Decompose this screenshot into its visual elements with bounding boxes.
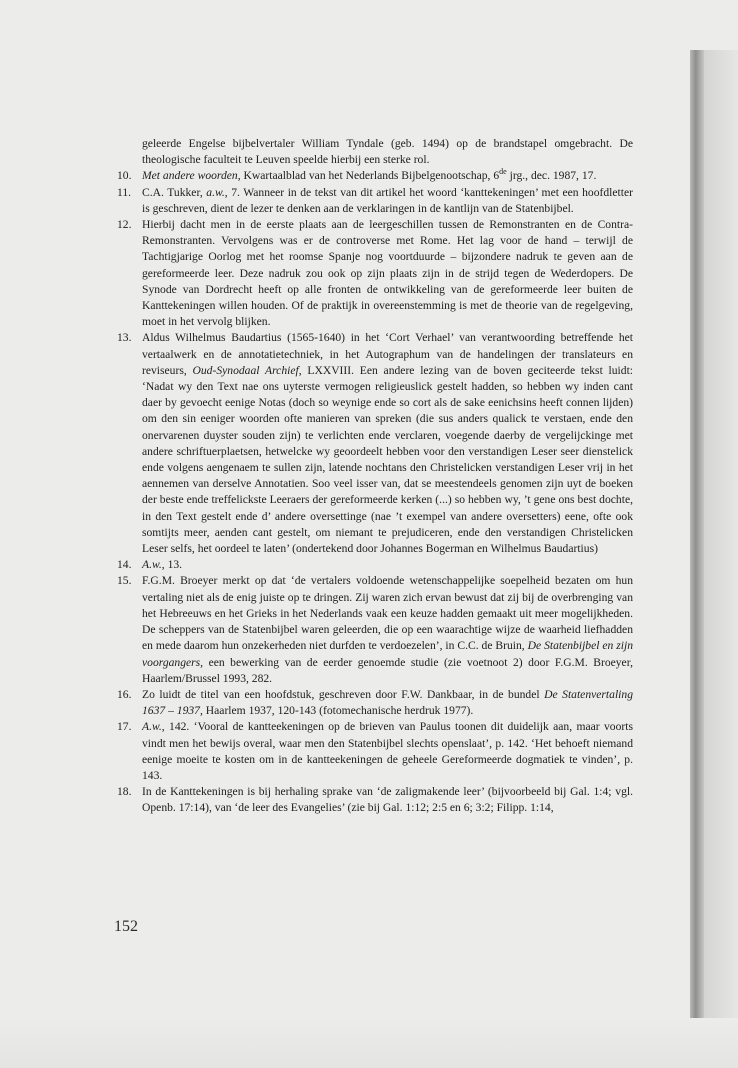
footnote-14: 14. A.w., 13. bbox=[117, 558, 183, 572]
footnote-10: 10. Met andere woorden, Kwartaalblad van het Nederlands Bijbelgenootschap, 6de jrg., dec. 1987, 17. bbox=[117, 167, 597, 183]
page-number: 152 bbox=[114, 918, 138, 935]
footnotes-list bbox=[117, 136, 633, 817]
footnote-13: 13. Aldus Wilhelmus Baudartius (1565-1640) in het ‘Cort Verhael’ van verantwoording betreffende het vertaalwerk en de annotatietechniek, in het Autographum van de handelingen der translateurs en reviseurs, Oud-Synodaal Archief, LXXVIII. Een andere lezing van de boven geciteerde tekst luidt: ‘Nadat wy den Text nae ons uyterste vermogen religieuslick gestelt hadden, so hebben wy inden cant daer by gevoecht eenige Notas (doch so weynige ende so cort als de sake eenichsins heeft connen lijden) om den sin eeniger woorden ofte manieren van spreken (die sus anders qualick te verstaen, ende den onervarenen duyster souden zijn) te verlichten ende verclaren, voegende daerby de vergelijckinge met andere schriftuerplaetsen, hetwelcke wy geoordeelt hebben voor den verstandigen Leser seer dienstelick ende volgens aengenaem te sullen zijn, latende nochtans den Christelicken verstandigen Leser vrij in het aennemen van derselve Annotatien. Soo veel isser van, dat se meestendeels genomen zijn uyt de boeken der beste ende treffelickste Leeraers der gereformeerde kerken (...) so hebben wy, ’t gene ons best dochte, in den Text gestelt ende d’ andere oversettinge (nae ’t exempel van andere oversetters) eene, ofte ook somtijts meer, aenden cant gestelt, om niemant te prejudiceren, ende den verstandigen Christelicken Leser selfs, het oordeel te laten’ (ondertekend door Johannes Bogerman en Wilhelmus Baudartius) bbox=[117, 331, 634, 556]
footnote-continuation: geleerde Engelse bijbelvertaler William Tyndale (geb. 1494) op de brandstapel omgebracht. De theologische faculteit te Leuven speelde hierbij een sterke rol. bbox=[142, 137, 633, 167]
footnote-11: 11. C.A. Tukker, a.w., 7. Wanneer in de tekst van dit artikel het woord ‘kanttekeningen’ met een hoofdletter is geschreven, dient de lezer te denken aan de verklaringen in de kantlijn van de Statenbijbel. bbox=[117, 185, 633, 215]
page-edge-margin bbox=[704, 50, 738, 1018]
footnote-18: 18. In de Kanttekeningen is bij herhaling sprake van ‘de zaligmakende leer’ (bijvoorbeeld bij Gal. 1:4; vgl. Openb. 17:14), van ‘de leer des Evangelies’ (zie bij Gal. 1:12; 2:5 en 6; 3:2; Filipp. 1:14, bbox=[117, 785, 633, 815]
footnote-16: 16. Zo luidt de titel van een hoofdstuk, geschreven door F.W. Dankbaar, in de bundel De Statenvertaling 1637 – 1937, Haarlem 1937, 120-143 (fotomechanische herdruk 1977). bbox=[117, 687, 633, 718]
footnote-17: 17. A.w., 142. ‘Vooral de kantteekeningen op de brieven van Paulus toonen dit duidelijk aan, maar voorts vindt men het bewijs overal, waar men den Statenbijbel slechts openslaat’, p. 142. ‘Het behoeft niemand eenige moeite te kosten om in de kantteekeningen de geheele Gereformeerde dogmatiek te vinden’, p. 143. bbox=[117, 720, 633, 782]
footnote-12: 12. Hierbij dacht men in de eerste plaats aan de leergeschillen tussen de Remonstranten en de Contra-Remonstranten. Vervolgens was er de controverse met Rome. Het lag voor de hand – terwijl de Tachtigjarige Oorlog met het roomse Spanje nog voortduurde – bijzondere nadruk te geven aan de gereformeerde leer. Deze nadruk zou ook op zijn plaats zijn in de strijd tegen de Wederdopers. De Synode van Dordrecht heeft op alle fronten de ontwikkeling van de gereformeerde leer buiten de Kanttekeningen willen houden. Of de praktijk in overeenstemming is met de theorie van de regelgeving, moet in het vervolg blijken. bbox=[117, 218, 633, 329]
page-edge-shadow bbox=[690, 50, 704, 1018]
footnote-15: 15. F.G.M. Broeyer merkt op dat ‘de vertalers voldoende wetenschappelijke soepelheid bezaten om hun vertaling niet als de enig juiste op te dringen. Zij waren zich ervan bewust dat zij bij de overbrenging van het Hebreeuws en het Grieks in het Nederlands vaak een keuze hadden gemaakt uit meer mogelijkheden. De scheppers van de Statenbijbel waren geleerden, die op een waarachtige wijze de waarheid liefhadden en mede daarom hun onzekerheden niet durfden te verdoezelen’, in C.C. de Bruin, De Statenbijbel en zijn voorgangers, een bewerking van de eerder genoemde studie (zie voetnoot 2) door F.G.M. Broeyer, Haarlem/Brussel 1993, 282. bbox=[117, 574, 633, 685]
